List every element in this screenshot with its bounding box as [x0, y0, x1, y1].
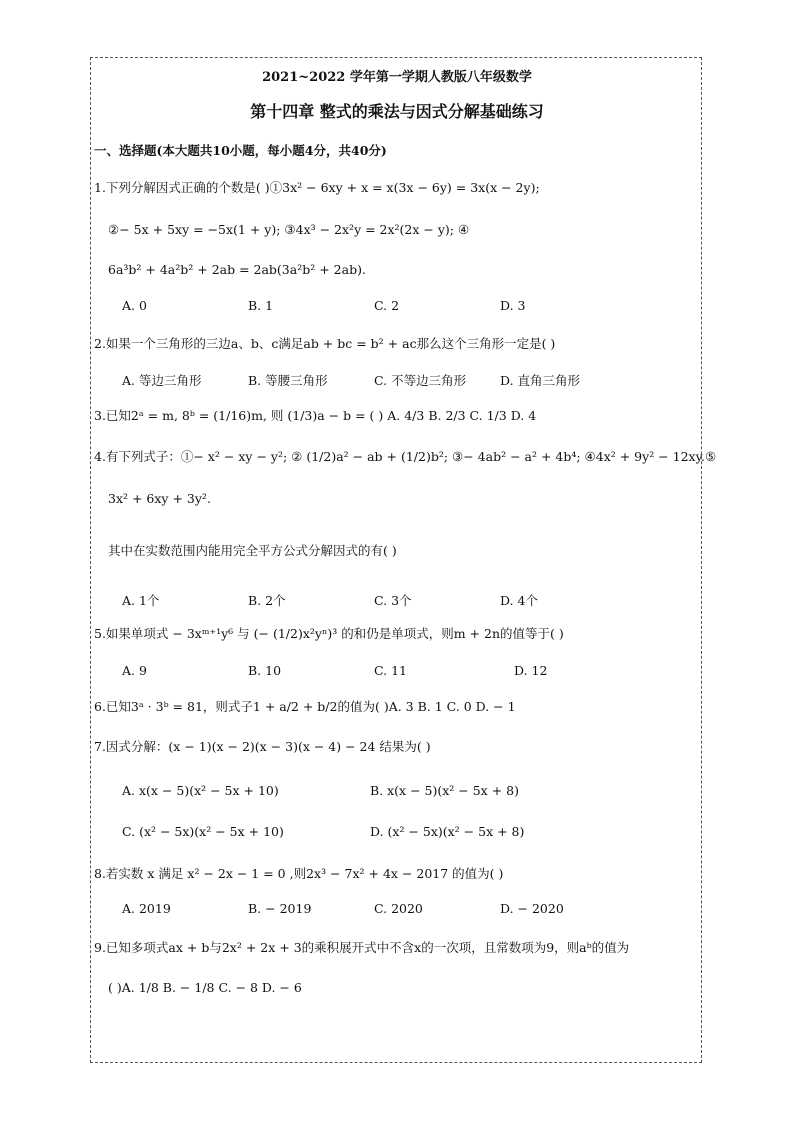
option-c[interactable]: C. 2020 [374, 901, 423, 916]
option-a[interactable]: A. 1个 [122, 593, 160, 608]
chapter-title: 第十四章 整式的乘法与因式分解基础练习 [250, 102, 544, 121]
option-b[interactable]: B. − 2019 [248, 901, 312, 916]
question-9-line-2: ( )A. 1/8 B. − 1/8 C. − 8 D. − 6 [108, 980, 302, 995]
option-d[interactable]: D. 12 [514, 663, 548, 678]
question-8-line-1: 8.若实数 x 满足 x² − 2x − 1 = 0 ,则2x³ − 7x² + 4x − 2017 的值为( ) [94, 866, 504, 881]
option-a[interactable]: A. 等边三角形 [122, 373, 202, 388]
option-b[interactable]: B. 1 [248, 298, 274, 313]
option-d[interactable]: D. (x² − 5x)(x² − 5x + 8) [370, 824, 525, 839]
question-7-line-1: 7.因式分解：(x − 1)(x − 2)(x − 3)(x − 4) − 24 结果为( ) [94, 739, 431, 754]
question-5-line-1: 5.如果单项式 − 3xᵐ⁺¹y⁶ 与 (− (1/2)x²yⁿ)³ 的和仍是单项式，则m + 2n的值等于( ) [94, 626, 564, 641]
option-b[interactable]: B. 2个 [248, 593, 286, 608]
question-6-line-1: 6.已知3ᵃ · 3ᵇ = 81，则式子1 + a/2 + b/2的值为( )A. 3 B. 1 C. 0 D. − 1 [94, 699, 516, 714]
option-b[interactable]: B. x(x − 5)(x² − 5x + 8) [370, 783, 519, 798]
option-b[interactable]: B. 等腰三角形 [248, 373, 328, 388]
question-4-line-1: 4.有下列式子：①− x² − xy − y²; ② (1/2)a² − ab + (1/2)b²; ③− 4ab² − a² + 4b⁴; ④4x² + 9y² − 12xy.⑤ [94, 449, 717, 464]
section-heading: 一、选择题(本大题共10小题，每小题4分，共40分) [94, 143, 387, 158]
option-d[interactable]: D. 直角三角形 [500, 373, 581, 388]
option-a[interactable]: A. x(x − 5)(x² − 5x + 10) [122, 783, 279, 798]
question-3-line-1: 3.已知2ᵃ = m, 8ᵇ = (1/16)m, 则 (1/3)a − b = ( ) A. 4/3 B. 2/3 C. 1/3 D. 4 [94, 408, 537, 423]
option-c[interactable]: C. 2 [374, 298, 400, 313]
option-c[interactable]: C. (x² − 5x)(x² − 5x + 10) [122, 824, 284, 839]
option-d[interactable]: D. 3 [500, 298, 526, 313]
question-1-line-3: 6a³b² + 4a²b² + 2ab = 2ab(3a²b² + 2ab). [108, 262, 366, 277]
question-4-line-2: 3x² + 6xy + 3y². [108, 491, 211, 506]
option-a[interactable]: A. 2019 [122, 901, 171, 916]
question-2-line-1: 2.如果一个三角形的三边a、b、c满足ab + bc = b² + ac那么这个三角形一定是( ) [94, 336, 556, 351]
option-c[interactable]: C. 11 [374, 663, 407, 678]
question-1-line-1: 1.下列分解因式正确的个数是( )①3x² − 6xy + x = x(3x − 6y) = 3x(x − 2y); [94, 180, 540, 195]
worksheet-title: 2021~2022 学年第一学期人教版八年级数学 [262, 70, 532, 85]
option-d[interactable]: D. − 2020 [500, 901, 564, 916]
option-d[interactable]: D. 4个 [500, 593, 538, 608]
question-1-line-2: ②− 5x + 5xy = −5x(1 + y); ③4x³ − 2x²y = 2x²(2x − y); ④ [108, 222, 470, 237]
option-a[interactable]: A. 0 [122, 298, 147, 313]
option-a[interactable]: A. 9 [122, 663, 147, 678]
option-b[interactable]: B. 10 [248, 663, 282, 678]
option-c[interactable]: C. 3个 [374, 593, 412, 608]
question-9-line-1: 9.已知多项式ax + b与2x² + 2x + 3的乘积展开式中不含x的一次项，且常数项为9，则aᵇ的值为 [94, 940, 630, 955]
question-4-line-3: 其中在实数范围内能用完全平方公式分解因式的有( ) [108, 543, 397, 558]
option-c[interactable]: C. 不等边三角形 [374, 373, 467, 388]
